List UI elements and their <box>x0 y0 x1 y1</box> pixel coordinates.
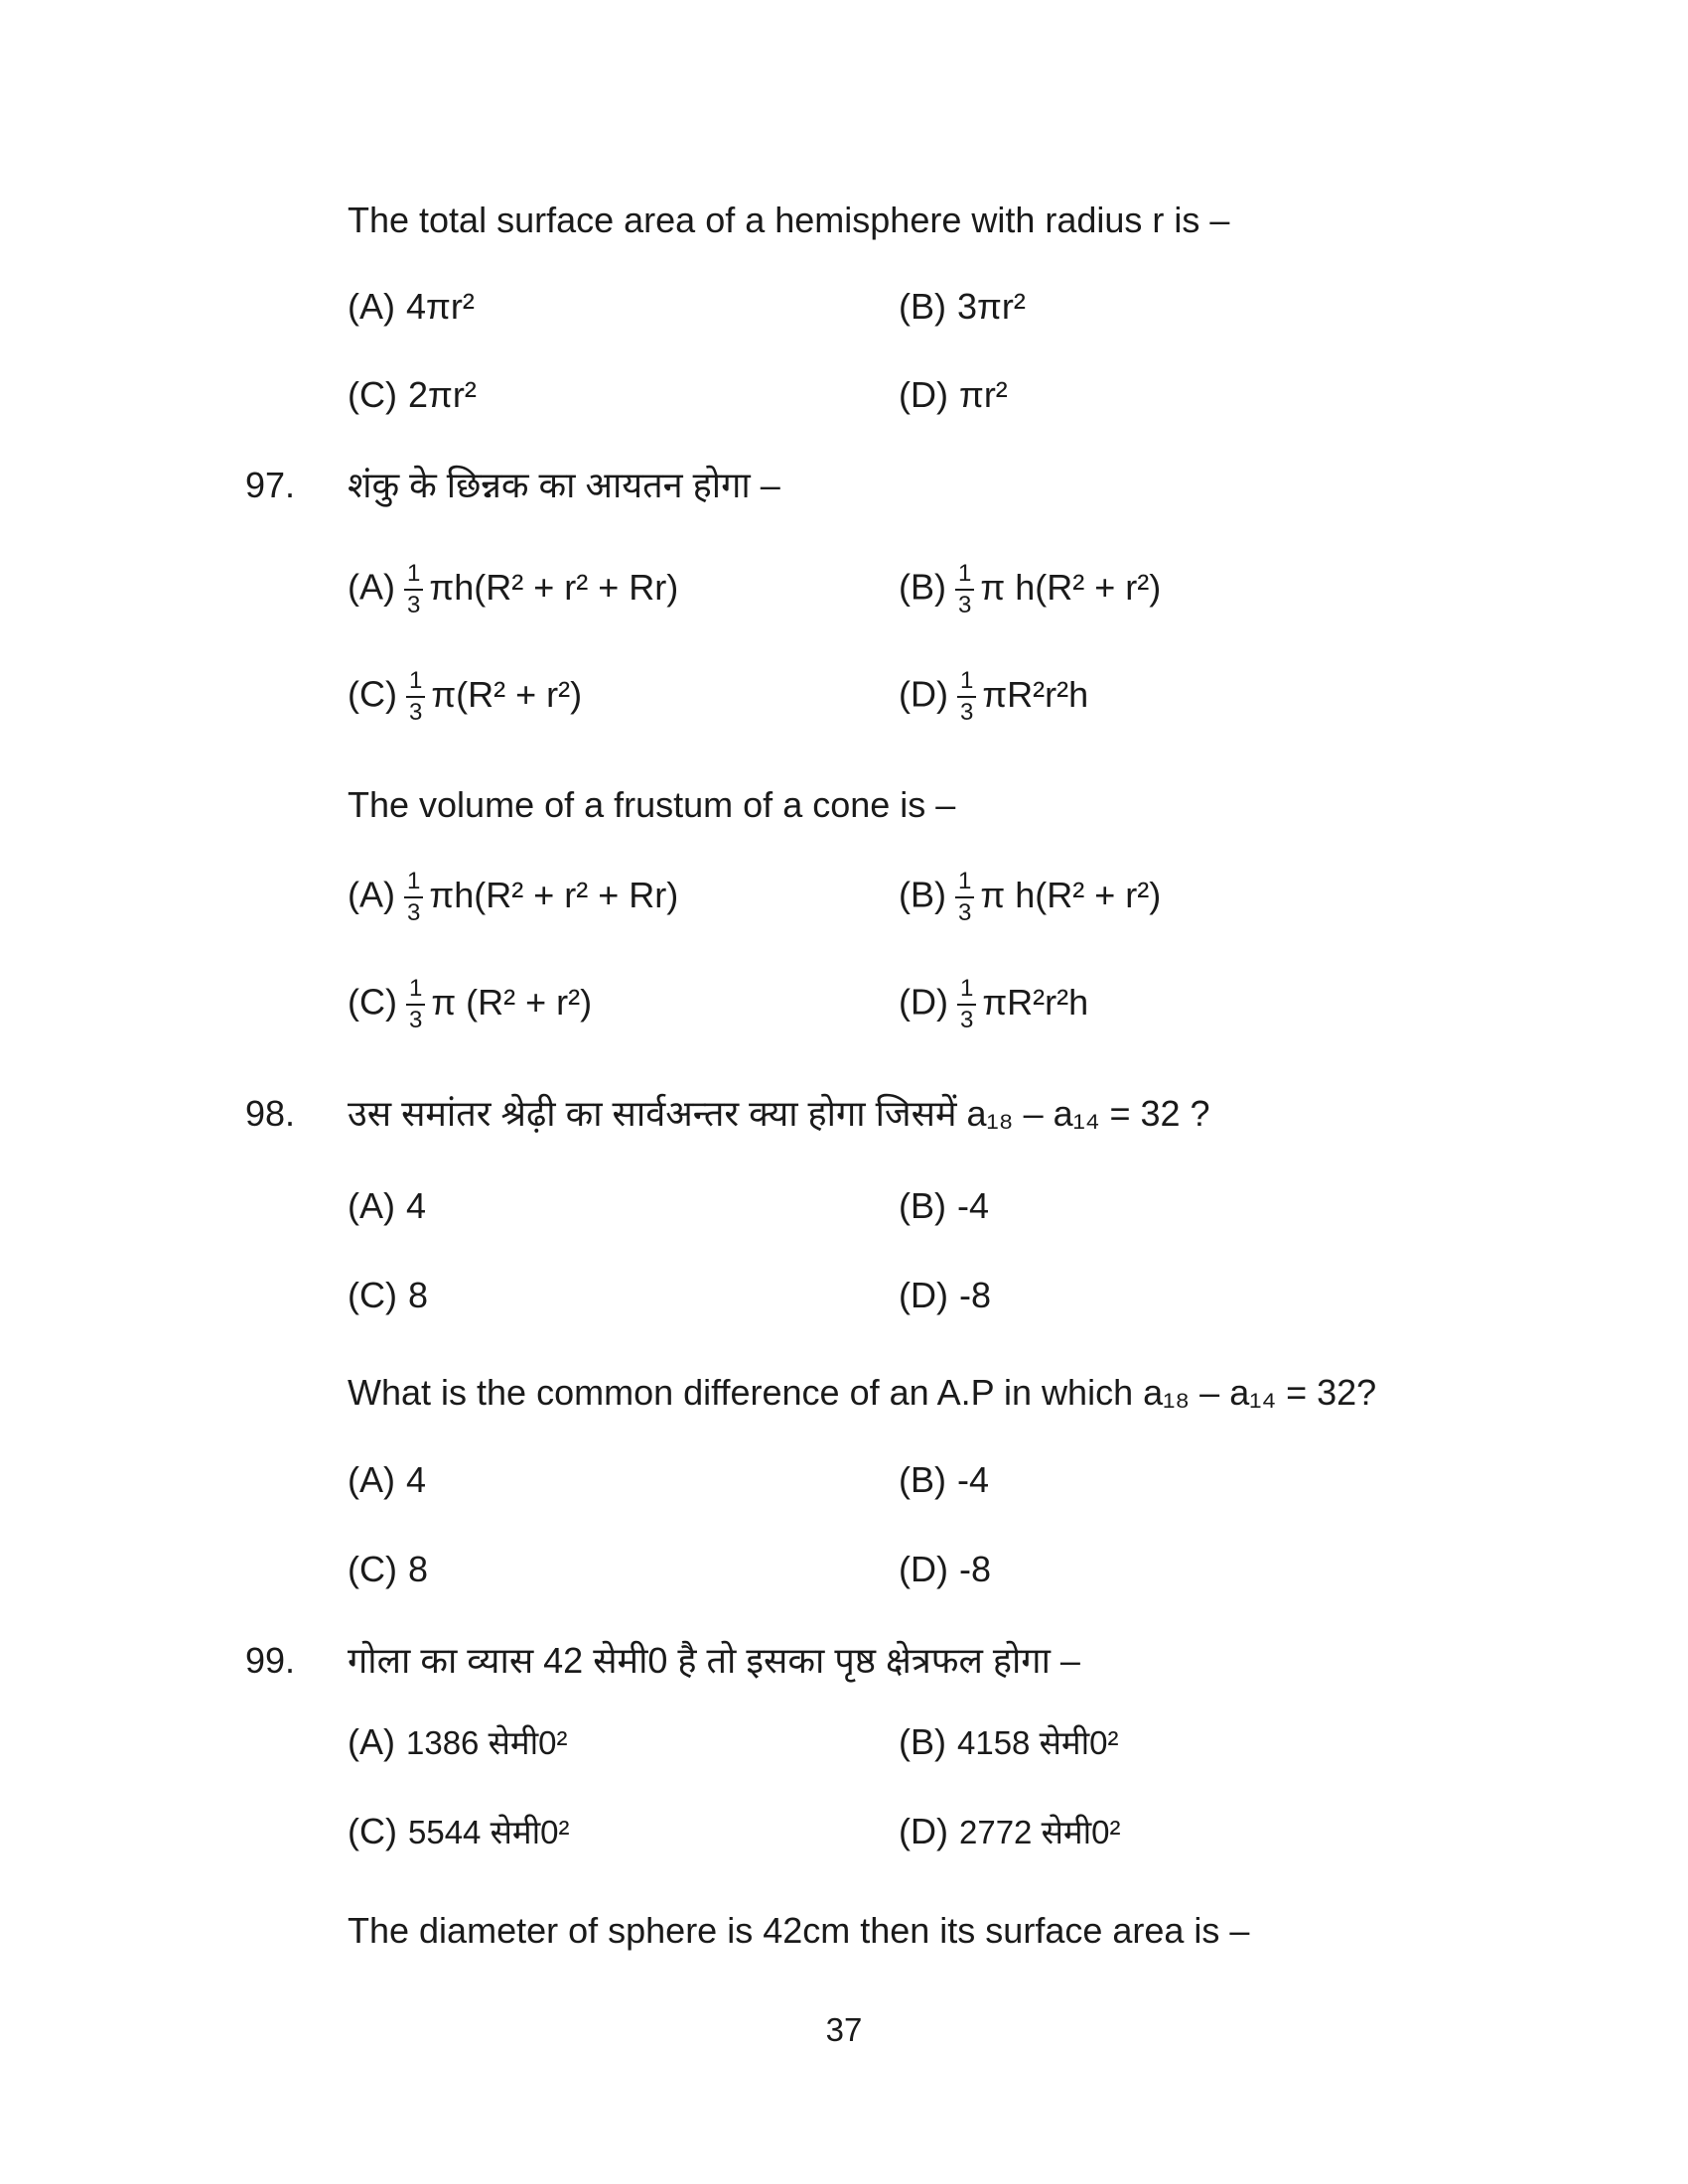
option-label: (C) <box>348 1275 397 1315</box>
fraction <box>955 562 974 617</box>
question-prompt: शंकु के छिन्नक का आयतन होगा – <box>348 465 780 505</box>
option-label: (A) <box>348 1459 395 1500</box>
fraction-denominator: 3 <box>407 899 421 926</box>
option-label: (B) <box>899 874 946 915</box>
option <box>899 977 1088 1032</box>
option <box>348 373 477 416</box>
option-value: -8 <box>958 1549 991 1589</box>
option-value: 4 <box>406 1185 427 1226</box>
option-label: (C) <box>348 1549 397 1589</box>
fraction-denominator: 3 <box>407 592 421 618</box>
option-value: 8 <box>407 1275 429 1315</box>
option-label: (B) <box>899 1721 946 1762</box>
option-formula: π h(R² + r²) <box>980 874 1162 915</box>
question-prompt: उस समांतर श्रेढ़ी का सार्वअन्तर क्या होगा जिसमें a₁₈ – a₁₄ = 32 ? <box>348 1093 1210 1134</box>
option <box>348 562 678 617</box>
option-label: (A) <box>348 566 395 608</box>
option <box>899 1810 1121 1852</box>
question-prompt: The total surface area of a hemisphere with radius r is – <box>348 200 1230 240</box>
option-label: (C) <box>348 374 397 415</box>
question-number: 98. <box>245 1093 296 1134</box>
option-value: -4 <box>957 1459 990 1500</box>
option-value: 2772 सेमी0² <box>958 1814 1121 1850</box>
option-label: (D) <box>899 1275 948 1315</box>
option-label: (D) <box>899 981 948 1023</box>
option-label: (B) <box>899 1459 946 1500</box>
option-formula: πR²r²h <box>982 981 1089 1023</box>
option <box>348 285 475 328</box>
option <box>348 1720 568 1763</box>
option-value: 1386 सेमी0² <box>406 1724 568 1761</box>
option-label: (C) <box>348 673 397 715</box>
question-prompt: The diameter of sphere is 42cm then its surface area is – <box>348 1910 1250 1951</box>
option <box>899 870 1161 925</box>
question-number: 99. <box>245 1640 296 1681</box>
option <box>899 285 1026 328</box>
option-label: (A) <box>348 286 395 327</box>
option <box>348 1810 570 1852</box>
option-label: (D) <box>899 1811 948 1851</box>
fraction-numerator: 1 <box>957 669 976 698</box>
fraction <box>957 977 976 1032</box>
fraction-numerator: 1 <box>406 669 425 698</box>
fraction <box>406 977 425 1032</box>
fraction <box>406 669 425 725</box>
fraction <box>404 562 423 617</box>
option-value: 4158 सेमी0² <box>957 1724 1119 1761</box>
option-label: (A) <box>348 874 395 915</box>
fraction-denominator: 3 <box>958 899 972 926</box>
option-value: 4πr² <box>406 286 475 327</box>
option <box>348 1458 426 1501</box>
option-label: (C) <box>348 981 397 1023</box>
option-value: 3πr² <box>957 286 1026 327</box>
option-label: (A) <box>348 1185 395 1226</box>
option-formula: π h(R² + r²) <box>980 566 1162 608</box>
fraction <box>404 870 423 925</box>
option-value: 8 <box>407 1549 429 1589</box>
fraction-numerator: 1 <box>957 977 976 1006</box>
option-value: 5544 सेमी0² <box>407 1814 570 1850</box>
option-formula: π (R² + r²) <box>431 981 593 1023</box>
fraction-numerator: 1 <box>955 562 974 591</box>
option-label: (D) <box>899 1549 948 1589</box>
option-formula: πh(R² + r² + Rr) <box>429 874 679 915</box>
option <box>899 562 1161 617</box>
option <box>348 870 678 925</box>
question-prompt: गोला का व्यास 42 सेमी0 है तो इसका पृष्ठ क्षेत्रफल होगा – <box>348 1640 1080 1681</box>
fraction-denominator: 3 <box>959 699 974 726</box>
option <box>899 373 1008 416</box>
question-prompt: What is the common difference of an A.P in which a₁₈ – a₁₄ = 32? <box>348 1372 1377 1413</box>
fraction-denominator: 3 <box>408 1007 423 1033</box>
page-number: 37 <box>825 2011 863 2048</box>
fraction-numerator: 1 <box>404 870 423 898</box>
option-formula: πR²r²h <box>982 673 1089 715</box>
option-value: 2πr² <box>407 374 477 415</box>
fraction-numerator: 1 <box>404 562 423 591</box>
fraction <box>957 669 976 725</box>
option-label: (C) <box>348 1811 397 1851</box>
option-label: (D) <box>899 673 948 715</box>
option <box>348 1274 428 1316</box>
option-value: -8 <box>958 1275 991 1315</box>
option <box>899 1458 989 1501</box>
option-label: (B) <box>899 1185 946 1226</box>
option <box>899 1184 989 1227</box>
option-formula: πh(R² + r² + Rr) <box>429 566 679 608</box>
fraction <box>955 870 974 925</box>
option <box>348 977 592 1032</box>
option-value: πr² <box>958 374 1008 415</box>
fraction-denominator: 3 <box>408 699 423 726</box>
fraction-numerator: 1 <box>406 977 425 1006</box>
option <box>899 1720 1119 1763</box>
option-value: -4 <box>957 1185 990 1226</box>
option <box>899 1548 991 1590</box>
fraction-denominator: 3 <box>958 592 972 618</box>
fraction-denominator: 3 <box>959 1007 974 1033</box>
option <box>348 669 582 725</box>
option <box>348 1184 426 1227</box>
option-label: (B) <box>899 286 946 327</box>
question-number: 97. <box>245 465 296 505</box>
option-label: (B) <box>899 566 946 608</box>
option <box>899 1274 991 1316</box>
option-formula: π(R² + r²) <box>431 673 583 715</box>
question-prompt: The volume of a frustum of a cone is – <box>348 784 956 825</box>
option <box>899 669 1088 725</box>
option-value: 4 <box>406 1459 427 1500</box>
fraction-numerator: 1 <box>955 870 974 898</box>
option <box>348 1548 428 1590</box>
option-label: (A) <box>348 1721 395 1762</box>
option-label: (D) <box>899 374 948 415</box>
